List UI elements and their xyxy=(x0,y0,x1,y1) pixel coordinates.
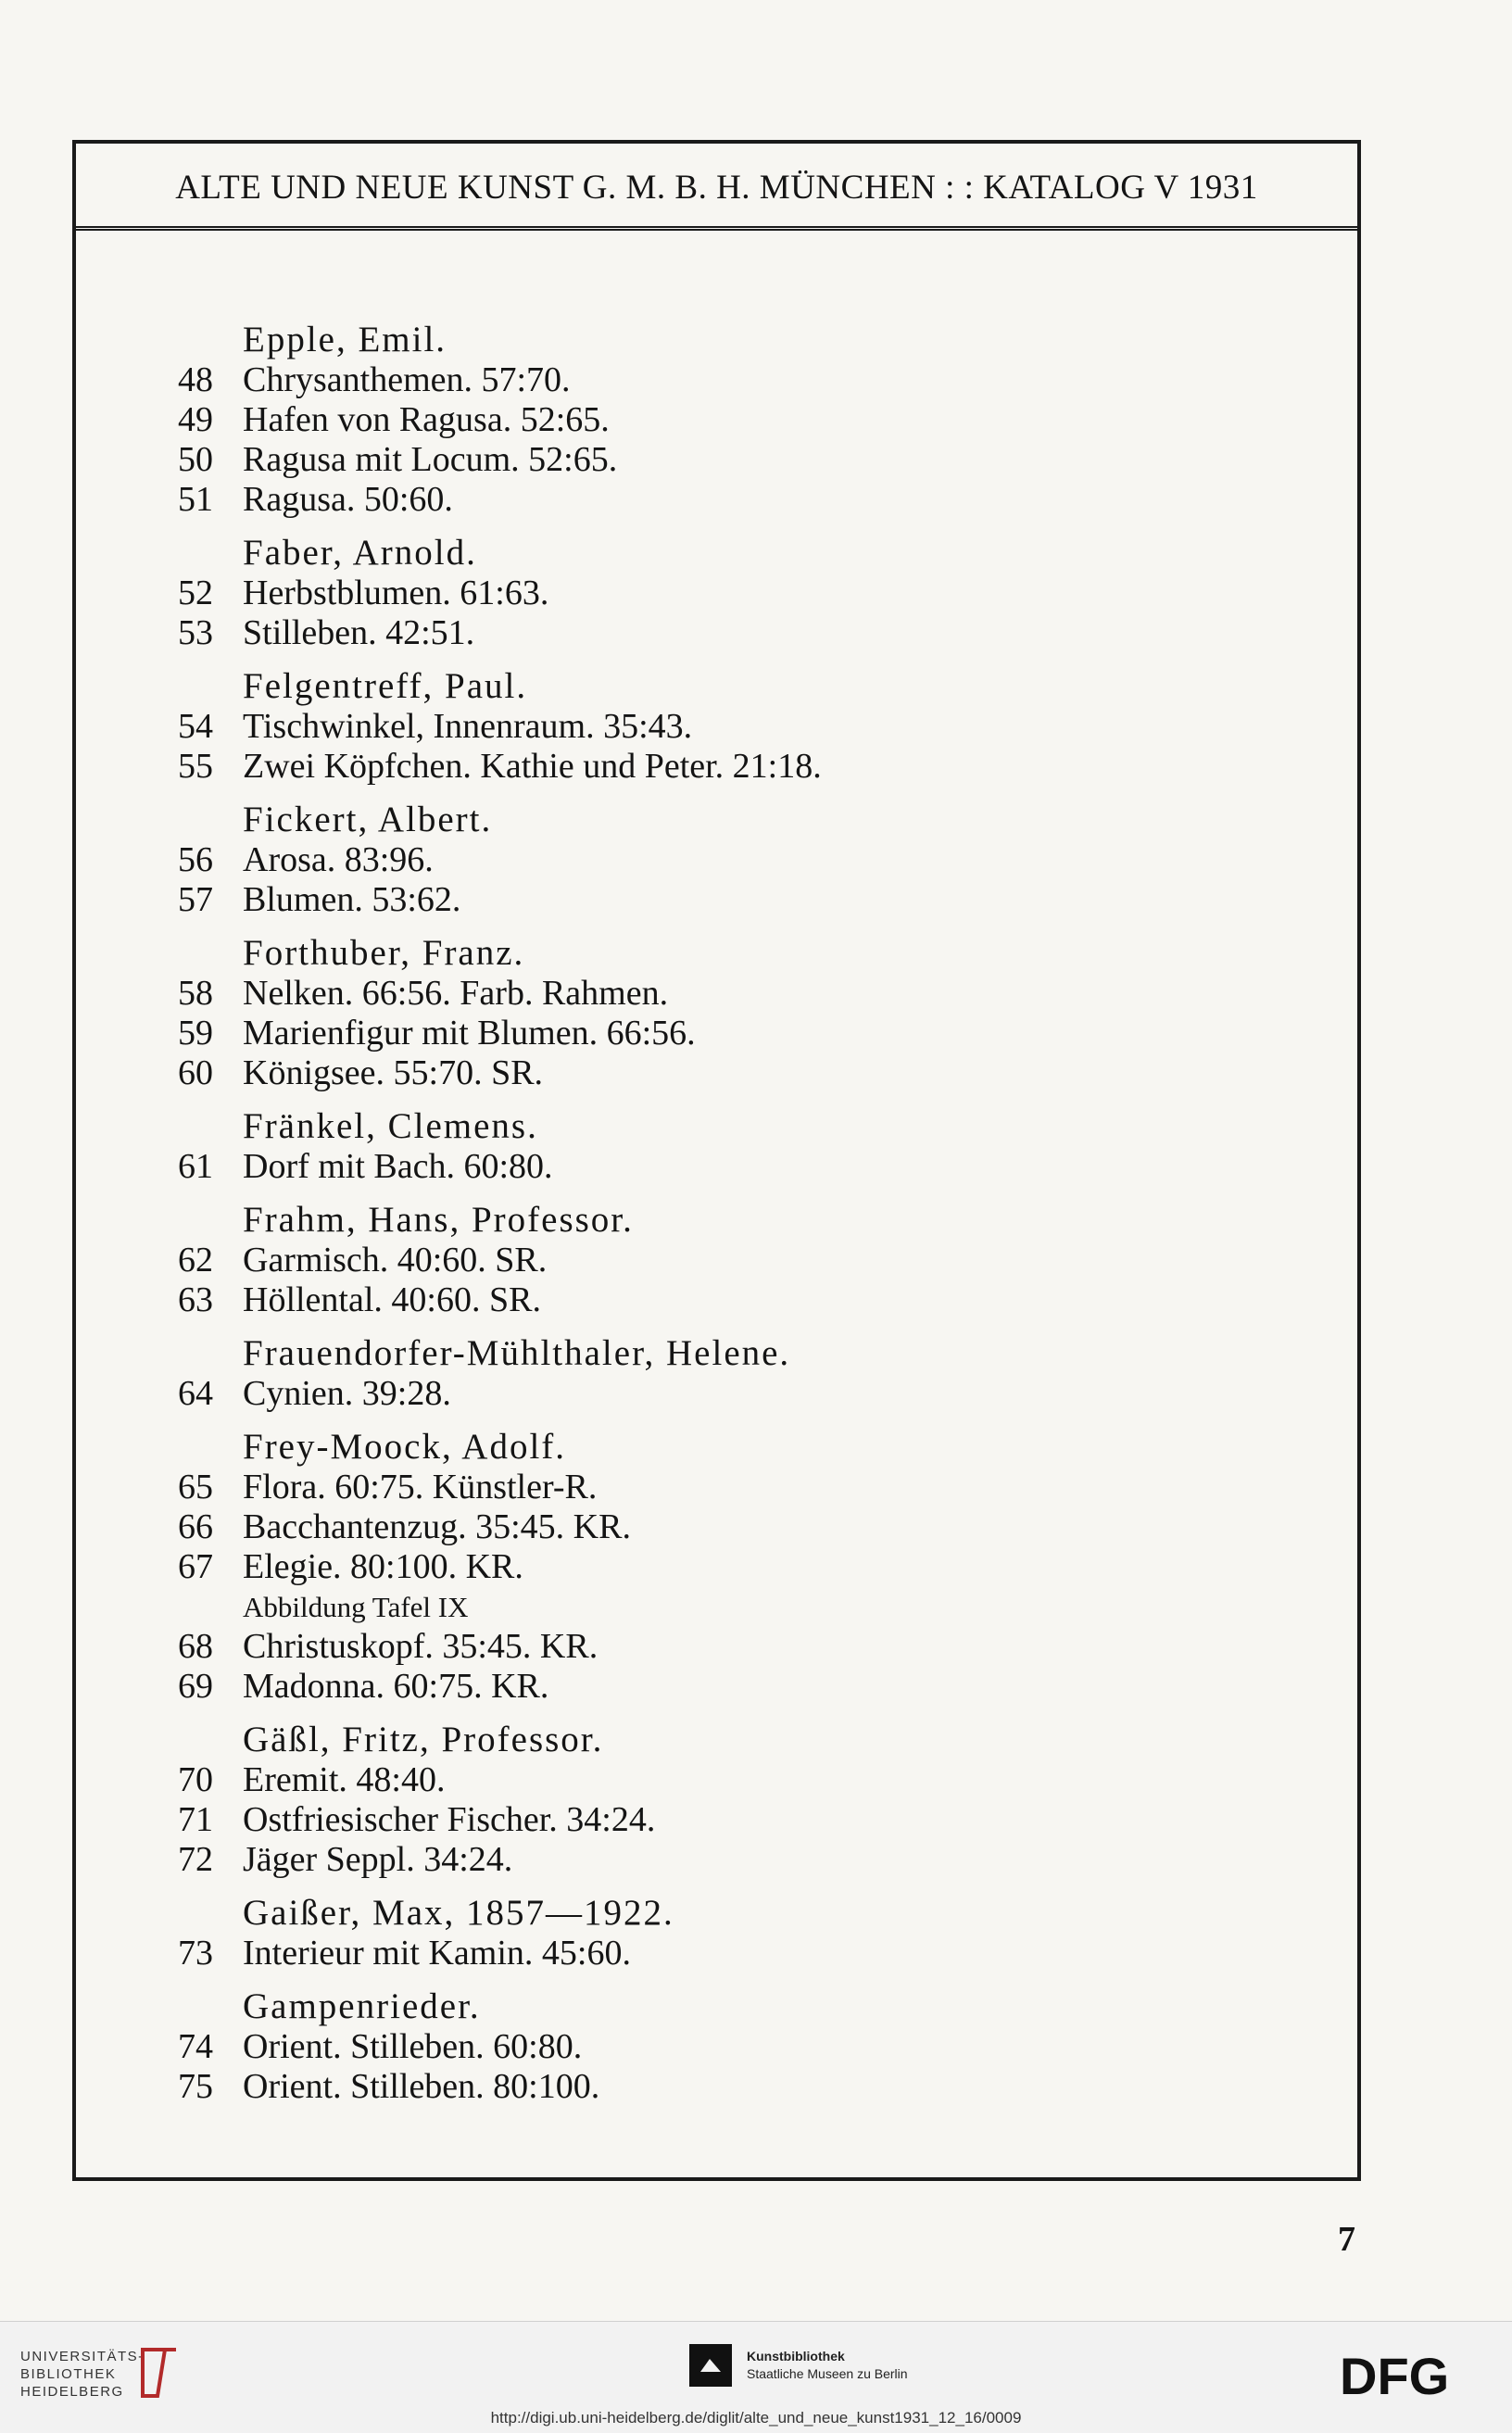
item-description: Stilleben. 42:51. xyxy=(243,613,475,652)
item-number: 58 xyxy=(178,974,213,1013)
item-description: Zwei Köpfchen. Kathie und Peter. 21:18. xyxy=(243,747,822,786)
catalog-item xyxy=(178,880,1197,920)
item-description: Tischwinkel, Innenraum. 35:43. xyxy=(243,707,693,746)
catalog-item xyxy=(178,440,1197,480)
catalog-entries xyxy=(178,320,1197,2107)
item-number: 49 xyxy=(178,400,213,439)
artist-name: Frahm, Hans, Professor. xyxy=(243,1200,634,1240)
item-number: 55 xyxy=(178,747,213,786)
university-line: BIBLIOTHEK xyxy=(20,2366,117,2382)
catalog-item xyxy=(178,840,1197,880)
catalog-item xyxy=(178,1053,1197,1093)
item-description: Blumen. 53:62. xyxy=(243,880,461,919)
item-number: 64 xyxy=(178,1374,213,1413)
item-description: Chrysanthemen. 57:70. xyxy=(243,360,571,399)
kunstbibliothek-label xyxy=(747,2348,908,2383)
item-number: 70 xyxy=(178,1760,213,1799)
item-number: 62 xyxy=(178,1241,213,1280)
item-number: 65 xyxy=(178,1468,213,1506)
item-number: 53 xyxy=(178,613,213,652)
item-description: Ragusa mit Locum. 52:65. xyxy=(243,440,618,479)
item-number: 67 xyxy=(178,1547,213,1586)
catalog-item xyxy=(178,707,1197,747)
university-line: HEIDELBERG xyxy=(20,2384,124,2400)
catalog-item xyxy=(178,613,1197,653)
item-description: Eremit. 48:40. xyxy=(243,1760,446,1799)
catalog-item xyxy=(178,574,1197,613)
artist-name: Frey-Moock, Adolf. xyxy=(243,1427,567,1467)
catalog-header xyxy=(76,144,1357,231)
item-number: 71 xyxy=(178,1800,213,1839)
university-line: UNIVERSITÄTS- xyxy=(20,2349,145,2364)
catalog-item xyxy=(178,2027,1197,2067)
artist-name: Gaißer, Max, 1857—1922. xyxy=(243,1893,674,1933)
item-description: Christuskopf. 35:45. KR. xyxy=(243,1627,598,1666)
illustration-note: Abbildung Tafel IX xyxy=(243,1591,469,1623)
catalog-item xyxy=(178,1374,1197,1414)
item-description: Höllental. 40:60. SR. xyxy=(243,1280,541,1319)
item-number: 69 xyxy=(178,1667,213,1706)
item-number: 50 xyxy=(178,440,213,479)
item-number: 74 xyxy=(178,2027,213,2066)
catalog-item xyxy=(178,1547,1197,1587)
catalog-item xyxy=(178,1507,1197,1547)
artist-name: Gampenrieder. xyxy=(243,1986,481,2026)
item-number: 48 xyxy=(178,360,213,399)
artist-name: Felgentreff, Paul. xyxy=(243,666,528,706)
item-description: Dorf mit Bach. 60:80. xyxy=(243,1147,553,1186)
item-number: 66 xyxy=(178,1507,213,1546)
item-description: Cynien. 39:28. xyxy=(243,1374,451,1413)
catalog-item xyxy=(178,1760,1197,1800)
kunstbibliothek-logo-icon xyxy=(689,2344,732,2391)
catalog-item xyxy=(178,1840,1197,1880)
item-description: Hafen von Ragusa. 52:65. xyxy=(243,400,610,439)
catalog-item xyxy=(178,1934,1197,1973)
header-title: ALTE UND NEUE KUNST G. M. B. H. MÜNCHEN : : KATALOG V 1931 xyxy=(175,169,1258,207)
item-number: 60 xyxy=(178,1053,213,1092)
catalog-item xyxy=(178,1627,1197,1667)
item-number: 73 xyxy=(178,1934,213,1973)
artist-name: Fickert, Albert. xyxy=(243,800,493,839)
item-number: 75 xyxy=(178,2067,213,2106)
catalog-item xyxy=(178,974,1197,1014)
artist-name: Epple, Emil. xyxy=(243,320,447,359)
item-number: 57 xyxy=(178,880,213,919)
item-number: 54 xyxy=(178,707,213,746)
item-number: 63 xyxy=(178,1280,213,1319)
item-description: Interieur mit Kamin. 45:60. xyxy=(243,1934,631,1973)
university-logo-icon xyxy=(137,2346,180,2404)
item-description: Königsee. 55:70. SR. xyxy=(243,1053,544,1092)
item-description: Flora. 60:75. Künstler-R. xyxy=(243,1468,598,1506)
kb-subtitle: Staatliche Museen zu Berlin xyxy=(747,2366,908,2381)
item-description: Madonna. 60:75. KR. xyxy=(243,1667,549,1706)
item-number: 59 xyxy=(178,1014,213,1053)
item-number: 56 xyxy=(178,840,213,879)
artist-name: Frauendorfer-Mühlthaler, Helene. xyxy=(243,1333,791,1373)
artist-name: Faber, Arnold. xyxy=(243,533,477,573)
item-number: 68 xyxy=(178,1627,213,1666)
catalog-item xyxy=(178,1147,1197,1187)
item-description: Jäger Seppl. 34:24. xyxy=(243,1840,513,1879)
source-url-link[interactable]: http://digi.ub.uni-heidelberg.de/diglit/alte_und_neue_kunst1931_12_16/0009 xyxy=(490,2409,1022,2427)
item-description: Bacchantenzug. 35:45. KR. xyxy=(243,1507,631,1546)
item-description: Elegie. 80:100. KR. xyxy=(243,1547,523,1586)
item-number: 61 xyxy=(178,1147,213,1186)
item-description: Orient. Stilleben. 80:100. xyxy=(243,2067,600,2106)
item-number: 52 xyxy=(178,574,213,612)
catalog-item xyxy=(178,480,1197,520)
catalog-item xyxy=(178,1280,1197,1320)
catalog-item xyxy=(178,1667,1197,1707)
item-number: 72 xyxy=(178,1840,213,1879)
item-description: Herbstblumen. 61:63. xyxy=(243,574,549,612)
catalog-item xyxy=(178,1800,1197,1840)
artist-name: Forthuber, Franz. xyxy=(243,933,525,973)
catalog-item xyxy=(178,1014,1197,1053)
kb-title: Kunstbibliothek xyxy=(747,2349,845,2364)
item-description: Garmisch. 40:60. SR. xyxy=(243,1241,548,1280)
catalog-item xyxy=(178,1241,1197,1280)
dfg-logo-text: DFG xyxy=(1340,2350,1450,2401)
catalog-item xyxy=(178,360,1197,400)
catalog-item xyxy=(178,747,1197,787)
artist-name: Gäßl, Fritz, Professor. xyxy=(243,1720,604,1759)
item-description: Orient. Stilleben. 60:80. xyxy=(243,2027,583,2066)
page-number: 7 xyxy=(1338,2220,1355,2259)
catalog-item xyxy=(178,1468,1197,1507)
item-description: Marienfigur mit Blumen. 66:56. xyxy=(243,1014,696,1053)
catalog-item xyxy=(178,2067,1197,2107)
item-description: Ragusa. 50:60. xyxy=(243,480,453,519)
university-library-label xyxy=(20,2348,145,2401)
item-description: Arosa. 83:96. xyxy=(243,840,434,879)
item-description: Nelken. 66:56. Farb. Rahmen. xyxy=(243,974,669,1013)
item-description: Ostfriesischer Fischer. 34:24. xyxy=(243,1800,656,1839)
footer-bar xyxy=(0,2321,1512,2433)
catalog-item xyxy=(178,400,1197,440)
dfg-logo xyxy=(1340,2350,1488,2406)
artist-name: Fränkel, Clemens. xyxy=(243,1106,538,1146)
item-number: 51 xyxy=(178,480,213,519)
page-frame xyxy=(72,140,1361,2181)
